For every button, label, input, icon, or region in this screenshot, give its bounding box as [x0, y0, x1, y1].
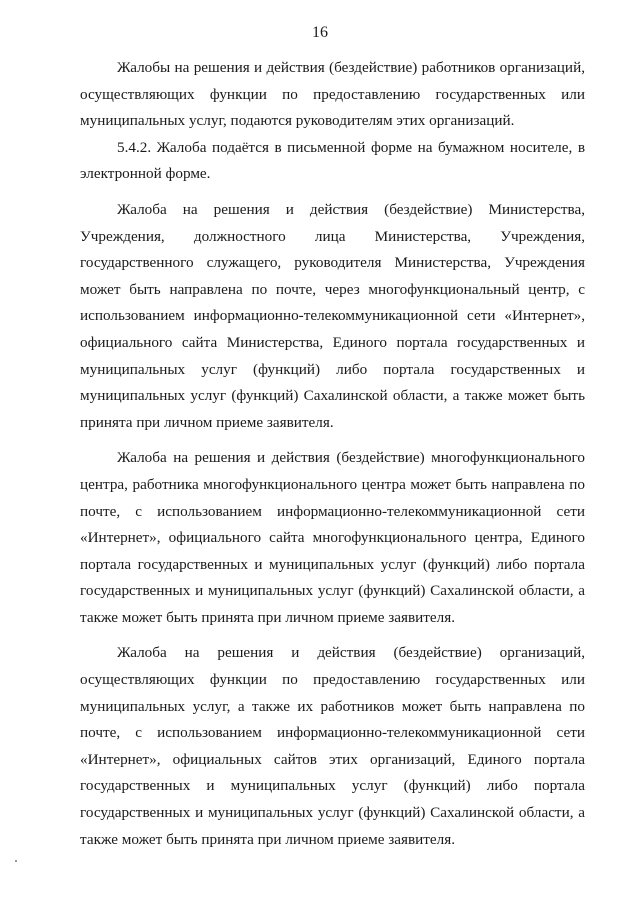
paragraph-complaint-form: 5.4.2. Жалоба подаётся в письменной форме на бумажном носителе, в электронной форме. — [80, 138, 585, 183]
paragraph-complaint-mfc: Жалоба на решения и действия (бездействие) многофункционального центра, работника многофункционального центра может быть направлена по почте, с использованием информационно-телекоммуникационной сети «Интернет», официального сайта многофункционального центра, Единого портала государственных и муниципальных услуг (функций) либо портала государственных и муниципальных услуг (функций) Сахалинской области, а также может быть принята при личном приеме заявителя. — [80, 449, 585, 626]
paragraph-complaint-service-organizations: Жалоба на решения и действия (бездействие) организаций, осуществляющих функции по предоставлению государственных или муниципальных услуг, а также их работников может быть направлена по почте, с использованием информационно-телекоммуникационной сети «Интернет», официальных сайтов этих организаций, Единого портала государственных и муниципальных услуг (функций) либо портала государственных и муниципальных услуг (функций) Сахалинской области, а также может быть принята при личном приеме заявителя. — [80, 644, 585, 848]
page-number: 16 — [312, 24, 328, 41]
document-body — [80, 55, 585, 853]
paragraph-complaint-ministry: Жалоба на решения и действия (бездействие) Министерства, Учреждения, должностного лица Министерства, Учреждения, государственного служащего, руководителя Министерства, Учреждения может быть направлена по почте, через многофункциональный центр, с использованием информационно-телекоммуникационной сети «Интернет», официального сайта Министерства, Единого портала государственных и муниципальных услуг (функций) либо портала государственных и муниципальных услуг (функций) Сахалинской области, а также может быть принята при личном приеме заявителя. — [80, 200, 585, 431]
paragraph-complaints-organizations: Жалобы на решения и действия (бездействие) работников организаций, осуществляющих функции по предоставлению государственных или муниципальных услуг, подаются руководителям этих организаций. — [80, 59, 585, 130]
scan-speck — [15, 860, 17, 862]
